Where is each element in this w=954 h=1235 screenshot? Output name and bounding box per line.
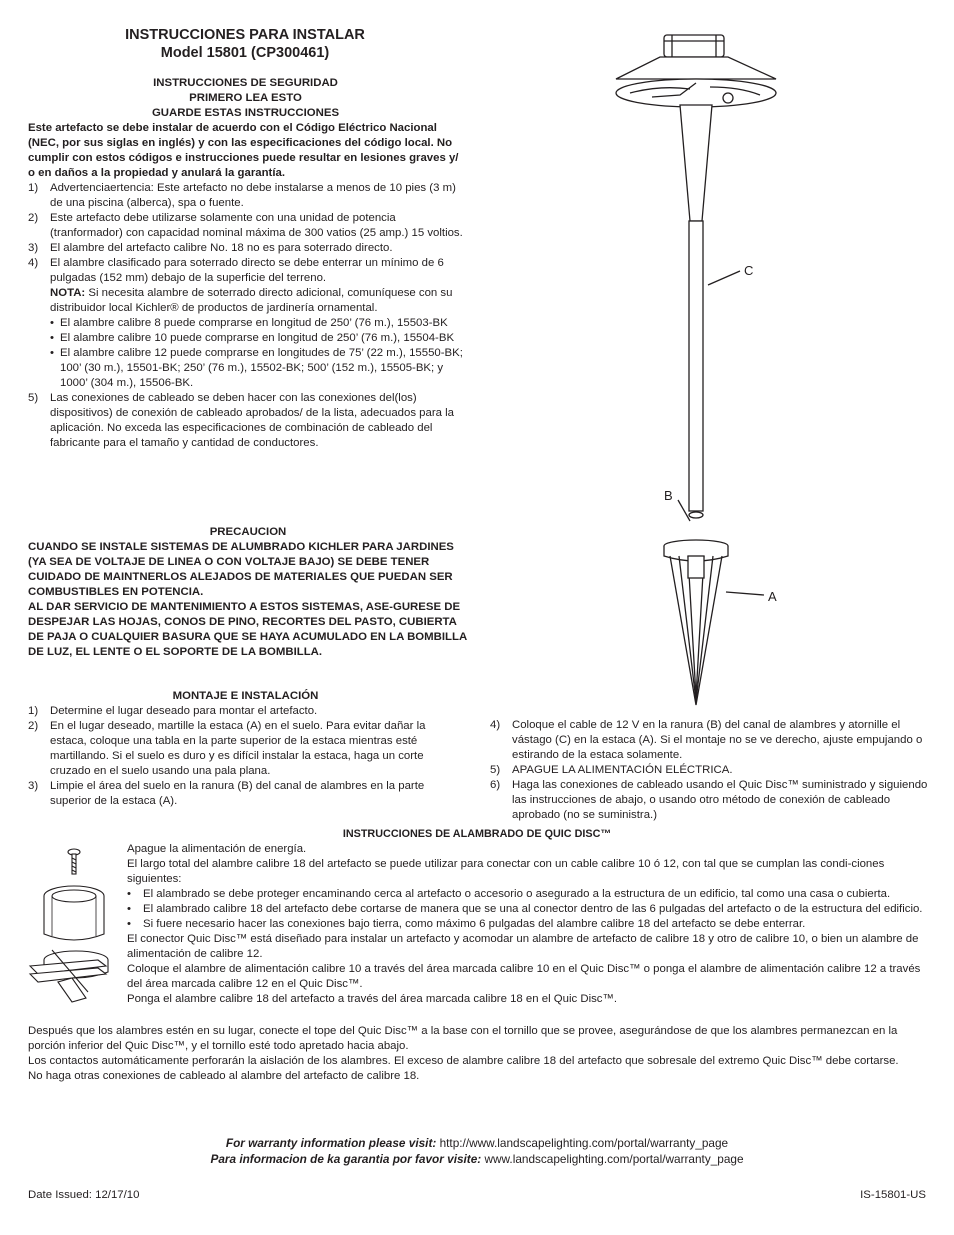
safety-heading-1: INSTRUCCIONES DE SEGURIDAD: [153, 77, 338, 89]
label-c: C: [744, 263, 754, 278]
safety-heading-2: PRIMERO LEA ESTO: [189, 92, 302, 104]
warranty-line-en: For warranty information please visit: http://www.landscapelighting.com/portal/warranty_page: [225, 1136, 729, 1150]
wire-bullet: • El alambre calibre 10 puede comprarse en longitud de 250’ (76 m.), 15504-BK: [50, 332, 455, 344]
montaje-heading: MONTAJE E INSTALACIÓN: [172, 690, 319, 702]
safety-item: 3) El alambre del artefacto calibre No. 18 no es para soterrado directo.: [28, 242, 393, 254]
warranty-link-es[interactable]: www.landscapelighting.com/portal/warranty_page: [481, 1152, 744, 1166]
qd-paragraph: El conector Quic Disc™ está diseñado para instalar un artefacto y acomodar un alambre de artefacto de calibre 18 y otro de calibre 10, o bien un alambre de alimentación de calibre 12.: [127, 933, 919, 960]
warranty-link-en[interactable]: http://www.landscapelighting.com/portal/warranty_page: [436, 1136, 729, 1150]
nota-text: Si necesita alambre de soterrado directo adicional, comuníquese con su distribuidor local Kichler® de productos de jardinería ornamental.: [50, 287, 453, 314]
warranty-line-es: Para informacion de ka garantia por favor visite: www.landscapelighting.com/portal/warranty_page: [210, 1152, 744, 1166]
nota-label: NOTA:: [50, 287, 86, 299]
wire-bullet: • El alambre calibre 12 puede comprarse en longitudes de 75’ (22 m.), 15550-BK; 100’ (30 m.), 15501-BK; 250’ (76 m.), 15502-BK; 500’ (152 m.), 15505-BK; y 1000’ (304 m.), 15506-BK.: [50, 347, 463, 389]
quicdisc-illustration: [28, 842, 128, 1022]
qd-paragraph: Apague la alimentación de energía.: [127, 843, 307, 855]
safety-item: 1) Advertenciaertencia: Este artefacto no debe instalarse a menos de 10 pies (3 m) de una piscina (alberca), spa o fuente.: [28, 182, 456, 209]
date-issued: Date Issued: 12/17/10: [28, 1189, 140, 1201]
qd-paragraph: Coloque el alambre de alimentación calibre 10 a través del área marcada calibre 10 en el Quic Disc™ o ponga el alambre de alimentación calibre 12 a través del área marcada calibre 12 en el Quic Disc™.: [127, 963, 921, 990]
safety-item: 2) Este artefacto debe utilizarse solamente con una unidad de potencia (tranformador) con capacidad nominal máxima de 300 vatios (25 amp.) 15 voltios.: [28, 212, 463, 239]
montaje-step: 1) Determine el lugar deseado para montar el artefacto.: [28, 705, 318, 717]
qd-paragraph: Los contactos automáticamente perforarán la aislación de los alambres. El exceso de alambre calibre 18 del artefacto que sobresale del extremo Quic Disc™ debe cortarse.: [28, 1055, 899, 1067]
qd-paragraph: Ponga el alambre calibre 18 del artefacto a través del área marcada calibre 18 en el Quic Disc™.: [127, 993, 618, 1005]
caution-heading: PRECAUCION: [209, 526, 287, 538]
fixture-illustration: [600, 25, 800, 715]
label-b: B: [664, 488, 673, 503]
safety-heading-3: GUARDE ESTAS INSTRUCCIONES: [151, 107, 340, 119]
qd-bullet: • El alambrado se debe proteger encaminando cerca al artefacto o accesorio o asegurado a la estructura de un edificio, tal como una casa o cubierta.: [127, 888, 891, 900]
qd-paragraph: No haga otras conexiones de cableado al alambre del artefacto de calibre 18.: [28, 1070, 420, 1082]
montaje-right: [490, 718, 930, 823]
montaje-step: 5) APAGUE LA ALIMENTACIÓN ELÉCTRICA.: [490, 764, 733, 776]
wire-bullet: • El alambre calibre 8 puede comprarse en longitud de 250’ (76 m.), 15503-BK: [50, 317, 448, 329]
montaje-step: 6) Haga las conexiones de cableado usando el Quic Disc™ suministrado y siguiendo las instrucciones de abajo, o usando otro método de conexión de cableado aprobado (no se suministra.): [490, 779, 928, 821]
qd-bullet: • Si fuere necesario hacer las conexiones bajo tierra, como máximo 6 pulgadas del alambre calibre 18 del artefacto se debe enterrar.: [127, 918, 806, 930]
safety-item: 4) El alambre clasificado para soterrado directo se debe enterrar un mínimo de 6 pulgadas (152 mm) debajo de la superficie del terreno.: [28, 257, 444, 284]
safety-section: [28, 76, 463, 451]
caution-text-1: CUANDO SE INSTALE SISTEMAS DE ALUMBRADO KICHLER PARA JARDINES (YA SEA DE VOLTAJE DE LINEA O CON VOLTAJE BAJO) SE DEBE TENER CUIDADO DE MAINTNERLOS ALEJADOS DE MATERIALES QUE PUEDAN SER COMBUSTIBLES EN POTENCIA.: [28, 541, 454, 598]
quicdisc-full: [28, 1024, 928, 1084]
model-line: Model 15801 (CP300461): [160, 45, 330, 61]
quicdisc-heading: INSTRUCCIONES DE ALAMBRADO DE QUIC DISC™: [342, 828, 612, 840]
montaje-step: 4) Coloque el cable de 12 V en la ranura (B) del canal de alambres y atornille el vástago (C) en la estaca (A). Si el montaje no se ve derecho, ajuste empujando o estirando de la estaca solamente.: [490, 719, 923, 761]
safety-item: 5) Las conexiones de cableado se deben hacer con las conexiones del(los) dispositivos) de conexión de cableado aprobados/ de la lista, adecuados para la aplicación. No exceda las especificaciones de combinación de cableado del fabricante para el tamaño y cantidad de conductores.: [28, 392, 455, 449]
montaje-step: 2) En el lugar deseado, martille la estaca (A) en el suelo. Para evitar dañar la estaca, coloque una tabla en la parte superior de la estaca mientras esté martillando. Si el suelo es duro y es difícil instalar la estaca, haga un corte cruzado en el suelo usando una pala plana.: [28, 720, 426, 777]
qd-bullet: • El alambrado calibre 18 del artefacto debe cortarse de manera que se una al conector dentro de las 6 pulgadas del artefacto o de la estructura del edificio.: [127, 903, 923, 915]
caution-section: [28, 525, 468, 660]
caution-text-2: AL DAR SERVICIO DE MANTENIMIENTO A ESTOS SISTEMAS, ASE-GURESE DE DESPEJAR LAS HOJAS, CONOS DE PINO, RECORTES DEL PASTO, CUBIERTA DE PAJA O CUALQUIER BASURA QUE SE HAYA ACUMULADO EN LA BOMBILLA DE LUZ, EL LENTE O EL SOPORTE DE LA BOMBILLA.: [28, 601, 467, 658]
montaje-step: 3) Limpie el área del suelo en la ranura (B) del canal de alambres en la parte superior de la estaca (A).: [28, 780, 425, 807]
quicdisc-indented: [127, 842, 927, 1007]
document-title: [40, 26, 450, 62]
qd-paragraph: El largo total del alambre calibre 18 del artefacto se puede utilizar para conectar con un cable calibre 10 ó 12, con tal que se cumplan las condi-ciones siguientes:: [127, 858, 885, 885]
label-a: A: [768, 589, 777, 604]
nota: [28, 286, 463, 316]
document-code: IS-15801-US: [860, 1189, 926, 1201]
title-line: INSTRUCCIONES PARA INSTALAR: [125, 27, 365, 43]
warranty: [0, 1135, 954, 1167]
montaje-left: [28, 704, 463, 809]
qd-paragraph: Después que los alambres estén en su lugar, conecte el tope del Quic Disc™ a la base con el tornillo que se provee, asegurándose de que los alambres permanezcan en la porción inferior del Quic Disc™, y el tornillo esté todo apretado hacia abajo.: [28, 1025, 898, 1052]
safety-intro: Este artefacto se debe instalar de acuerdo con el Código Eléctrico Nacional (NEC, por sus siglas en inglés) y con las especificaciones del código local. No cumplir con estos códigos e instrucciones puede resultar en lesiones graves y/ o en daños a la propiedad y anulará la garantía.: [28, 122, 459, 179]
